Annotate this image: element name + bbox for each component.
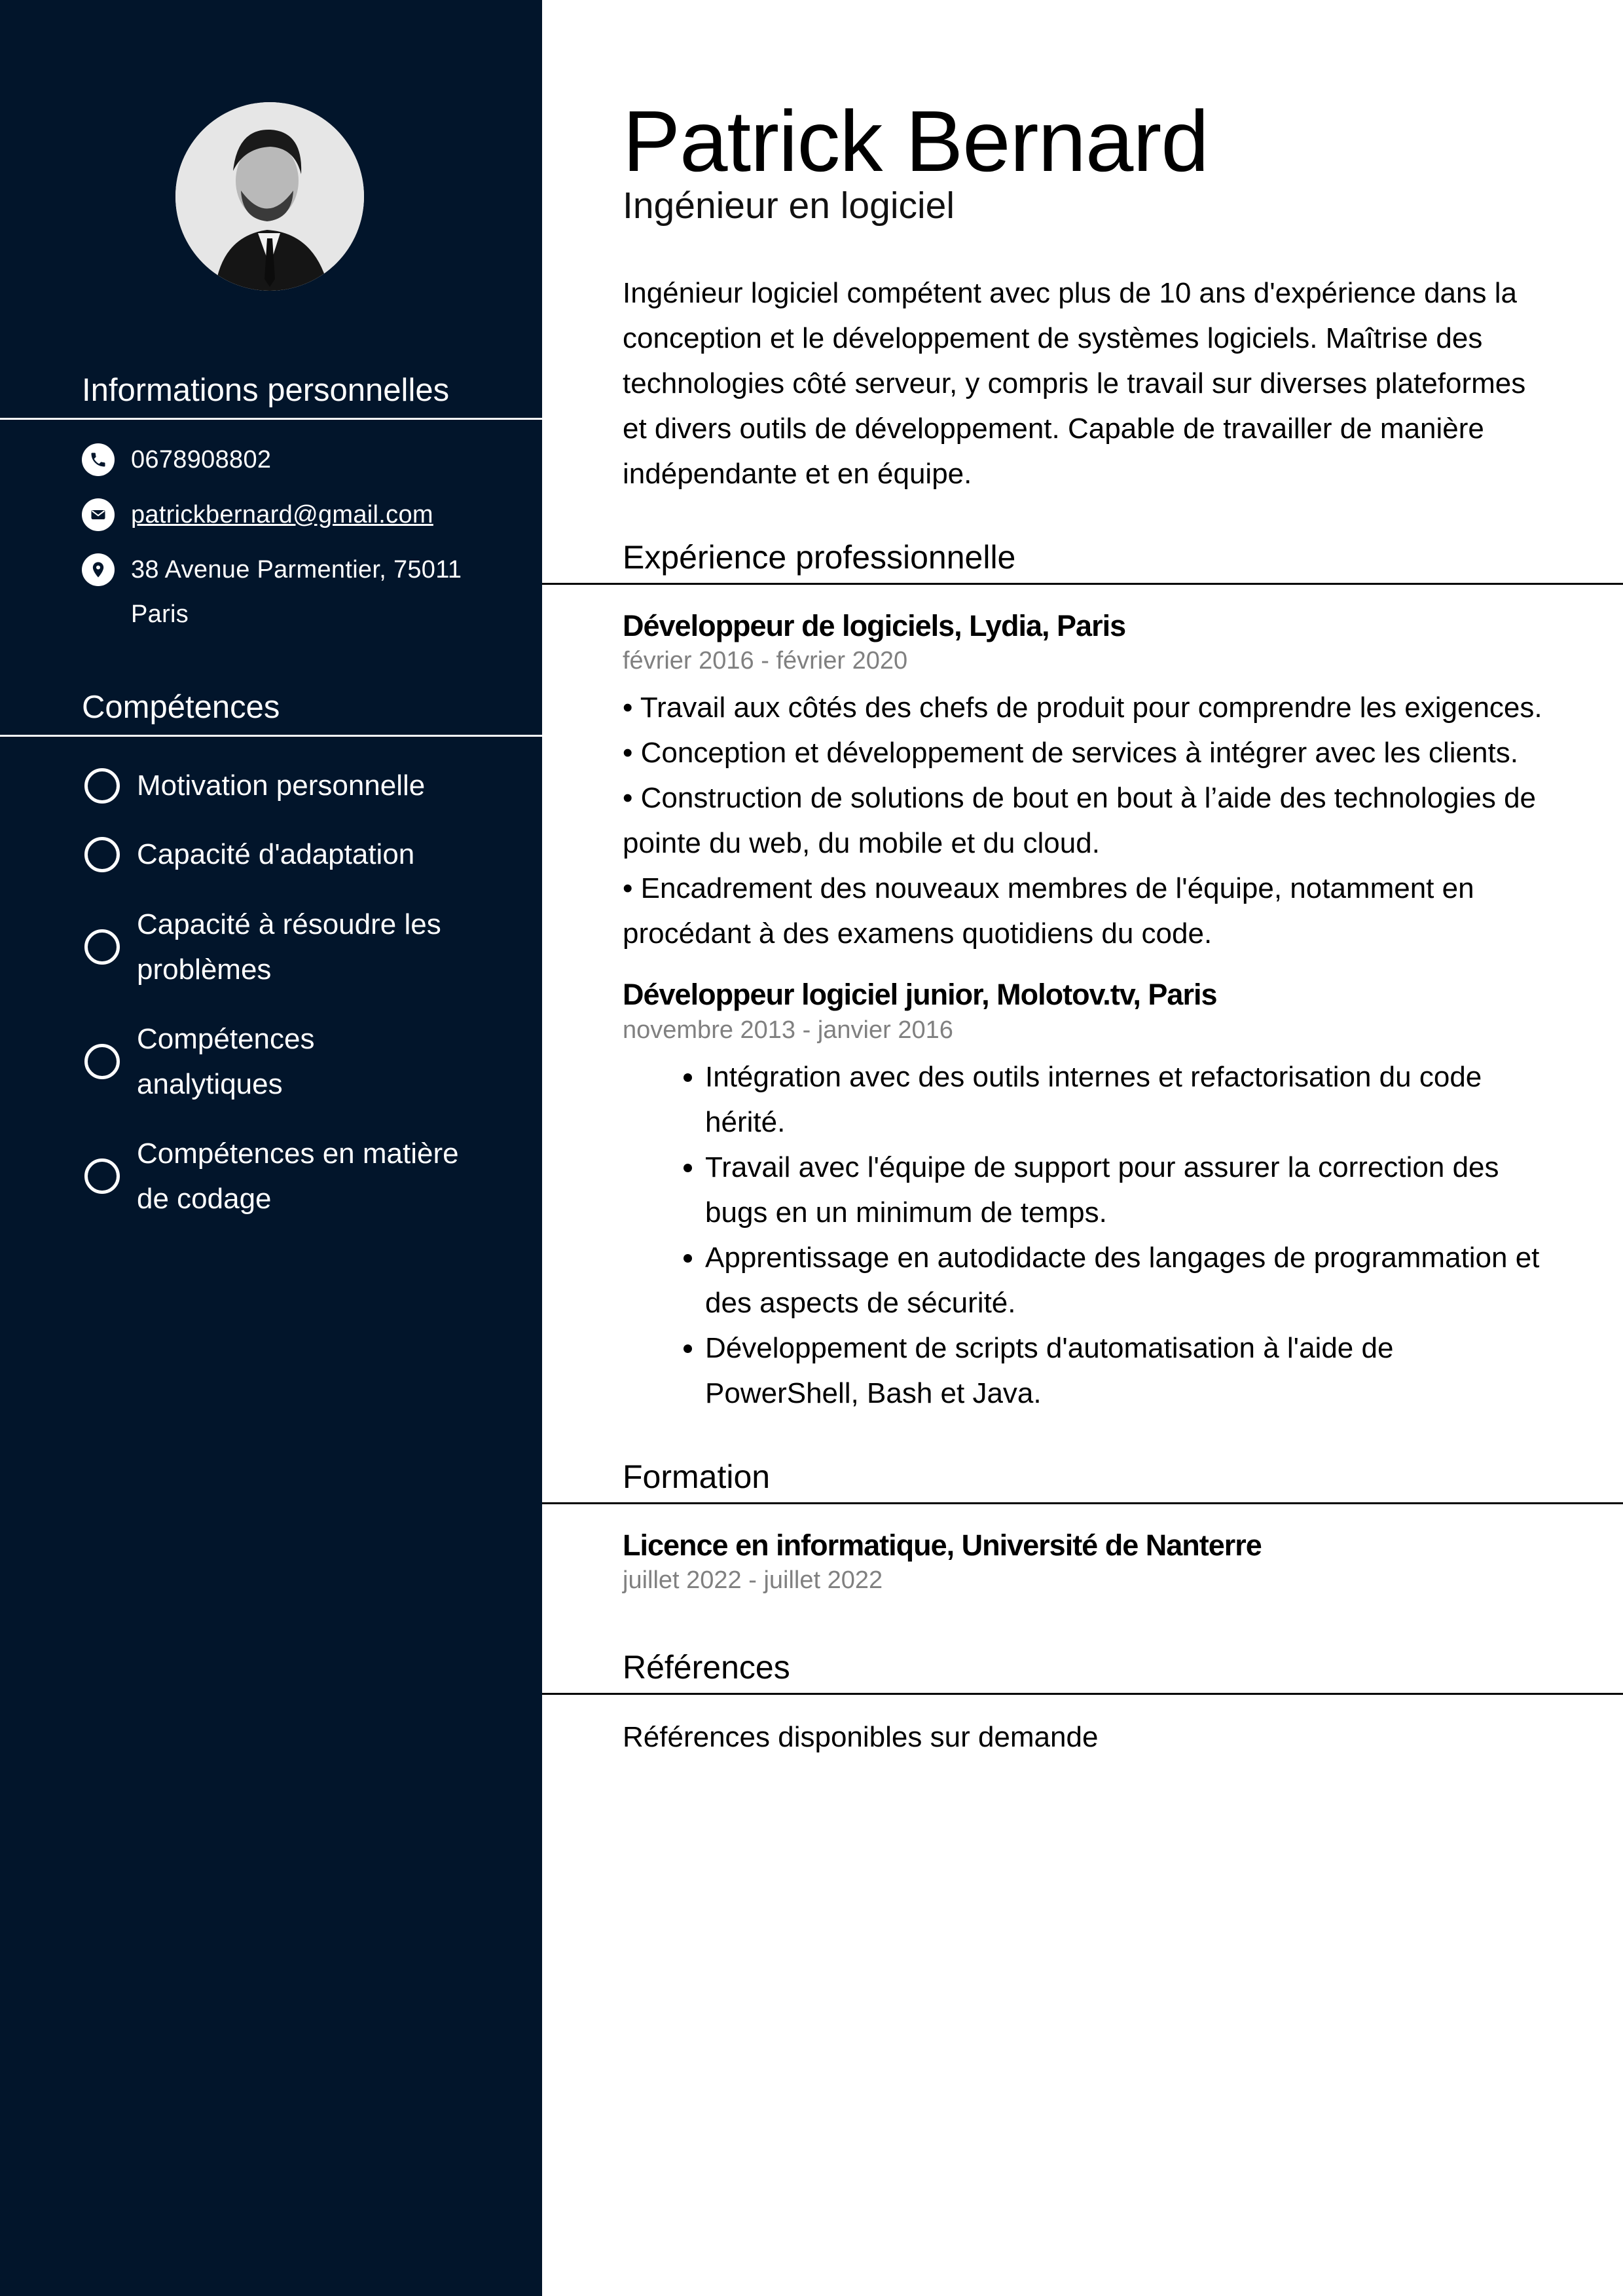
skills-heading: Compétences	[82, 690, 280, 725]
references-text: Références disponibles sur demande	[623, 1721, 1099, 1753]
skill-item	[84, 902, 490, 992]
duty-item: • Construction de solutions de bout en bout à l’aide des technologies de pointe du web, du mobile et du cloud.	[623, 782, 1537, 859]
references-heading: Références	[623, 1649, 790, 1686]
education-divider	[542, 1502, 1623, 1504]
email-row	[82, 498, 475, 537]
circle-icon	[84, 768, 120, 804]
job-duties	[623, 685, 1552, 956]
duty-item: • Apprentissage en autodidacte des langages de programmation et des aspects de sécurité.	[705, 1235, 1546, 1325]
duty-item: • Travail avec l'équipe de support pour assurer la correction des bugs en un minimum de temps.	[705, 1145, 1546, 1235]
skill-label: Capacité d'adaptation	[137, 838, 415, 870]
candidate-name: Patrick Bernard	[623, 93, 1209, 189]
skill-label: Compétences en matière de codage	[137, 1138, 459, 1215]
duty-item: • Encadrement des nouveaux membres de l'équipe, notamment en procédant à des examens quotidiens du code.	[623, 872, 1474, 950]
degree-title: Licence en informatique, Université de Nanterre	[623, 1528, 1262, 1562]
experience-divider	[542, 583, 1623, 585]
job-duties	[623, 1054, 1546, 1416]
address-row	[82, 553, 475, 637]
envelope-icon	[82, 498, 115, 531]
duty-item: • Intégration avec des outils internes et refactorisation du code hérité.	[705, 1054, 1546, 1145]
duty-item: • Conception et développement de services à intégrer avec les clients.	[623, 737, 1518, 769]
sidebar	[0, 0, 542, 2296]
experience-heading: Expérience professionnelle	[623, 539, 1016, 576]
profile-photo	[175, 102, 364, 291]
skill-item	[84, 1016, 490, 1107]
circle-icon	[84, 1044, 120, 1079]
location-pin-icon	[82, 553, 115, 586]
degree-dates: juillet 2022 - juillet 2022	[623, 1566, 883, 1594]
duty-item: • Travail aux côtés des chefs de produit pour comprendre les exigences.	[623, 692, 1542, 724]
job-dates: février 2016 - février 2020	[623, 647, 908, 675]
references-divider	[542, 1693, 1623, 1695]
education-heading: Formation	[623, 1458, 771, 1495]
personal-info-heading: Informations personnelles	[82, 373, 450, 408]
skills-divider	[0, 735, 542, 737]
phone-row	[82, 443, 475, 482]
skill-item	[84, 763, 490, 808]
duty-item: • Développement de scripts d'automatisation à l'aide de PowerShell, Bash et Java.	[705, 1325, 1546, 1416]
job-dates: novembre 2013 - janvier 2016	[623, 1016, 953, 1044]
personal-info-divider	[0, 418, 542, 420]
job-title: Développeur logiciel junior, Molotov.tv, Paris	[623, 978, 1217, 1011]
candidate-title: Ingénieur en logiciel	[623, 185, 955, 227]
skill-label: Capacité à résoudre les problèmes	[137, 908, 441, 986]
skill-item	[84, 832, 490, 877]
skill-item	[84, 1131, 490, 1221]
phone-number: 0678908802	[131, 446, 272, 473]
profile-summary: Ingénieur logiciel compétent avec plus de 10 ans d'expérience dans la conception et le développement de systèmes logiciels. Maîtrise des technologies côté serveur, y compris le travail sur diverses plateformes et divers outils de développement. Capable de travailler de manière indépendante et en équipe.	[623, 277, 1526, 490]
email-link[interactable]: patrickbernard@gmail.com	[131, 501, 433, 528]
skill-label: Motivation personnelle	[137, 769, 426, 802]
circle-icon	[84, 929, 120, 965]
phone-icon	[82, 443, 115, 476]
circle-icon	[84, 1158, 120, 1194]
address: 38 Avenue Parmentier, 75011 Paris	[131, 556, 462, 628]
job-title: Développeur de logiciels, Lydia, Paris	[623, 609, 1126, 642]
skill-label: Compétences analytiques	[137, 1023, 315, 1100]
circle-icon	[84, 837, 120, 872]
